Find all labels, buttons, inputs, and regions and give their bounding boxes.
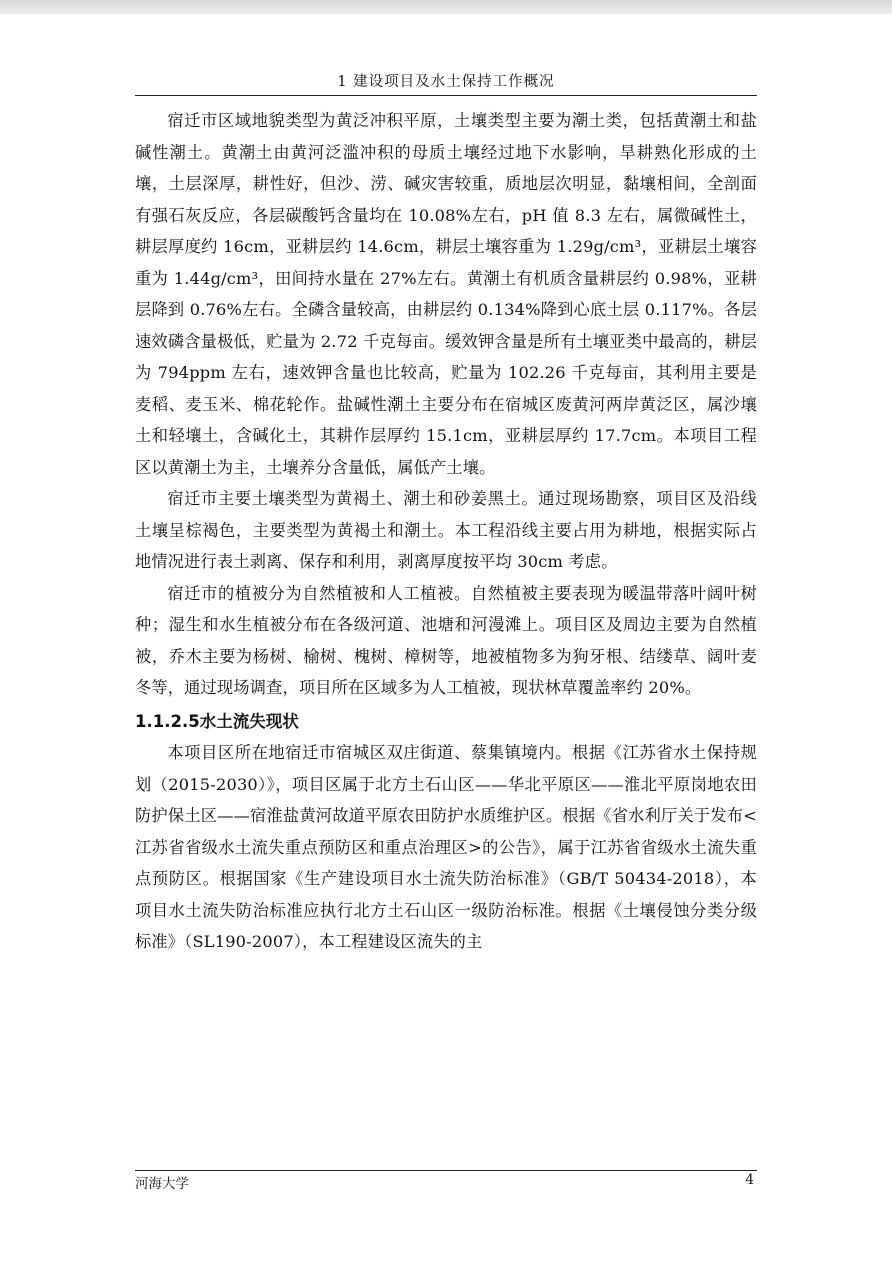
- footer-divider: [135, 1170, 757, 1171]
- paragraph-vegetation: 宿迁市的植被分为自然植被和人工植被。自然植被主要表现为暖温带落叶阔叶树种；湿生和水生植被分布在各级河道、池塘和河漫滩上。项目区及周边主要为自然植被，乔木主要为杨树、榆树、槐树、樟树等，地被植物多为狗牙根、结缕草、阔叶麦冬等，通过现场调查，项目所在区域多为人工植被，现状林草覆盖率约 20%。: [135, 583, 757, 697]
- paragraph-soil-erosion: 本项目区所在地宿迁市宿城区双庄街道、蔡集镇境内。根据《江苏省水土保持规划（2015-2030）》，项目区属于北方土石山区——华北平原区——淮北平原岗地农田防护保土区——宿淮盐黄河故道平原农田防护水质维护区。根据《省水利厅关于发布<江苏省省级水土流失重点预防区和重点治理区>的公告》，属于江苏省省级水土流失重点预防区。根据国家《生产建设项目水土流失防治标准》（GB/T 50434-2018），本项目水土流失防治标准应执行北方土石山区一级防治标准。根据《土壤侵蚀分类分级标准》（SL190-2007），本工程建设区流失的主: [135, 743, 757, 951]
- header-divider: [135, 95, 757, 96]
- running-header-title: 1 建设项目及水土保持工作概况: [337, 74, 555, 90]
- page-number: 4: [745, 1172, 754, 1188]
- paragraph-soil-types: 宿迁市区域地貌类型为黄泛冲积平原，土壤类型主要为潮土类，包括黄潮土和盐碱性潮土。黄潮土由黄河泛滥冲积的母质土壤经过地下水影响，旱耕熟化形成的土壤，土层深厚，耕性好，但沙、涝、碱灾害较重，质地层次明显，黏壤相间，全剖面有强石灰反应，各层碳酸钙含量均在 10.08%左右，pH 值 8.3 左右，属微碱性土，耕层厚度约 16cm，亚耕层约 14.6cm，耕层土壤容重为 1.29g/cm³，亚耕层土壤容重为 1.44g/cm³，田间持水量在 27%左右。黄潮土有机质含量耕层约 0.98%，亚耕层降到 0.76%左右。全磷含量较高，由耕层约 0.134%降到心底土层 0.117%。各层速效磷含量极低，贮量为 2.72 千克每亩。缓效钾含量是所有土壤亚类中最高的，耕层为 794ppm 左右，速效钾含量也比较高，贮量为 102.26 千克每亩，其利用主要是麦稻、麦玉米、棉花轮作。盐碱性潮土主要分布在宿城区废黄河两岸黄泛区，属沙壤土和轻壤土，含碱化土，其耕作层厚约 15.1cm，亚耕层厚约 17.7cm。本项目工程区以黄潮土为主，土壤养分含量低，属低产土壤。: [135, 111, 757, 477]
- paragraph-soil-survey: 宿迁市主要土壤类型为黄褐土、潮土和砂姜黑土。通过现场勘察，项目区及沿线土壤呈棕褐色，主要类型为黄褐土和潮土。本工程沿线主要占用为耕地，根据实际占地情况进行表土剥离、保存和利用，剥离厚度按平均 30cm 考虑。: [135, 489, 757, 571]
- section-heading: 1.1.2.5水土流失现状: [135, 711, 299, 731]
- page-body: [135, 105, 757, 958]
- footer-institution: 河海大学: [135, 1176, 189, 1192]
- top-edge-band: [0, 0, 892, 14]
